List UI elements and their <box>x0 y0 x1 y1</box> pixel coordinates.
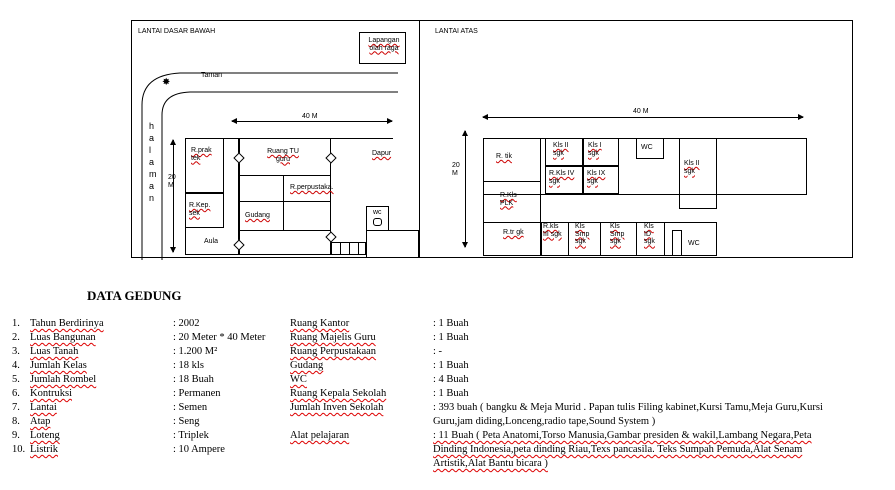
left-item-value: : Triplek <box>173 430 209 441</box>
right-item-label: Ruang Kantor <box>290 318 350 329</box>
gudang-label: Gudang <box>245 212 270 219</box>
kls-ii-label: Kls II sgk <box>553 142 569 157</box>
left-item-value: : Seng <box>173 416 200 427</box>
left-item-num: 3. <box>12 346 20 357</box>
right-item-value: Guru,jam diding,Lonceng,radio tape,Sound System ) <box>433 416 656 427</box>
right-item-value: : 1 Buah <box>433 388 469 399</box>
lower-width-arrow <box>232 121 392 122</box>
left-item-value: : Semen <box>173 402 208 413</box>
kls-id-label: Kls ID sgk <box>644 223 655 246</box>
left-item-label: Lantai <box>30 402 57 413</box>
lower-floor-title: LANTAI DASAR BAWAH <box>138 28 216 35</box>
room-tu-label: Ruang TU guru <box>267 148 299 163</box>
left-item-label: Tahun Berdirinya <box>30 318 104 329</box>
room-prak-label: R.prak tek <box>191 147 212 162</box>
dapur-label: Dapur <box>372 150 392 157</box>
right-item-value: Dinding Indonesia,peta dinding Riau,Texs pancasila. Teks Sumpah Pemuda,Alat Senam <box>433 444 803 455</box>
right-item-label: Ruang Kepala Sekolah <box>290 388 387 399</box>
data-heading: DATA GEDUNG <box>87 288 182 303</box>
kls-iv-label: R.Kls IV sgk <box>549 170 575 185</box>
right-item-value: : 11 Buah ( Peta Anatomi,Torso Manusia,Gambar presiden & wakil,Lambang Negara,Peta <box>433 430 812 441</box>
kls-smp1-label: Kls Smp sgk <box>575 223 590 246</box>
left-item-label: Listrik <box>30 444 58 455</box>
room-kep-label: R.Kep. sek <box>189 202 211 217</box>
left-item-label: Luas Bangunan <box>30 332 96 343</box>
right-item-value: : 393 buah ( bangku & Meja Murid . Papan tulis Filing kabinet,Kursi Tamu,Meja Guru,Kursi <box>433 402 823 413</box>
upper-dim-20: 20 M <box>452 162 460 177</box>
left-item-label: Atap <box>30 416 51 427</box>
kls-ix-label: Kls IX sgk <box>587 170 606 185</box>
kls-smp2-label: Kls Smp sgk <box>610 223 625 246</box>
upper-height-arrow <box>465 131 466 247</box>
left-item-value: : 2002 <box>173 318 200 329</box>
left-item-num: 6. <box>12 388 20 399</box>
right-item-value: : - <box>433 346 443 357</box>
left-item-value: : 18 Buah <box>173 374 214 385</box>
left-item-value: : 10 Ampere <box>173 444 225 455</box>
upper-floor-title: LANTAI ATAS <box>435 28 478 35</box>
right-item-value: : 1 Buah <box>433 360 469 371</box>
left-item-label: Jumlah Rombel <box>30 374 97 385</box>
left-item-num: 10. <box>12 444 26 455</box>
lower-height-arrow <box>173 140 174 252</box>
kls-i-label: Kls I sgk <box>588 142 602 157</box>
tree-icon: ✸ <box>162 77 171 88</box>
stairs-upper <box>672 230 682 256</box>
left-item-num: 1. <box>12 318 20 329</box>
left-item-label: Jumlah Kelas <box>30 360 87 371</box>
left-item-value: : 18 kls <box>173 360 204 371</box>
floor-divider <box>419 20 420 258</box>
kls-ii-b-label: Kls II sgk <box>684 160 700 175</box>
left-item-num: 4. <box>12 360 20 371</box>
r-kls-plk-label: R.Kls PLK <box>500 192 517 207</box>
left-item-value: : 1.200 M² <box>173 346 218 357</box>
right-item-label: Jumlah Inven Sekolah <box>290 402 384 413</box>
wc-upper-2-label: WC <box>688 240 700 247</box>
right-item-label: Alat pelajaran <box>290 430 350 441</box>
lapangan-label: Lapangan olah raga <box>368 37 400 52</box>
left-item-label: Loteng <box>30 430 60 441</box>
right-item-label: Ruang Perpustakaan <box>290 346 377 357</box>
left-item-value: : 20 Meter * 40 Meter <box>173 332 266 343</box>
left-item-label: Kontruksi <box>30 388 72 399</box>
r-tr-label: R.tr gk <box>503 229 524 236</box>
aula-label: Aula <box>204 238 219 245</box>
upper-dim-40: 40 M <box>633 108 649 115</box>
right-item-label: Ruang Majelis Guru <box>290 332 376 343</box>
right-item-value: : 4 Buah <box>433 374 469 385</box>
left-item-num: 5. <box>12 374 20 385</box>
left-item-num: 2. <box>12 332 20 343</box>
right-item-value: : 1 Buah <box>433 332 469 343</box>
left-item-num: 8. <box>12 416 20 427</box>
left-item-label: Luas Tanah <box>30 346 79 357</box>
halaman-label: halaman <box>149 121 157 203</box>
r-kls-iii-label: R.kls III sgk <box>543 223 562 238</box>
wc-upper-1-label: WC <box>641 144 653 151</box>
lower-dim-40: 40 M <box>302 113 318 120</box>
left-item-num: 9. <box>12 430 20 441</box>
lower-dim-20: 20 M <box>168 174 176 189</box>
left-item-value: : Permanen <box>173 388 221 399</box>
room-perpus-label: R.perpustaka. <box>290 184 334 191</box>
taman-label: Taman <box>201 72 223 79</box>
right-item-value: : 1 Buah <box>433 318 469 329</box>
upper-width-arrow <box>483 117 803 118</box>
r-tik-label: R. tik <box>496 153 512 160</box>
right-item-label: Gudang <box>290 360 324 371</box>
left-item-num: 7. <box>12 402 20 413</box>
right-item-label: WC <box>290 374 307 385</box>
wc-lower-label: wc <box>373 209 382 216</box>
right-item-value: Artistik,Alat Bantu bicara ) <box>433 458 548 469</box>
